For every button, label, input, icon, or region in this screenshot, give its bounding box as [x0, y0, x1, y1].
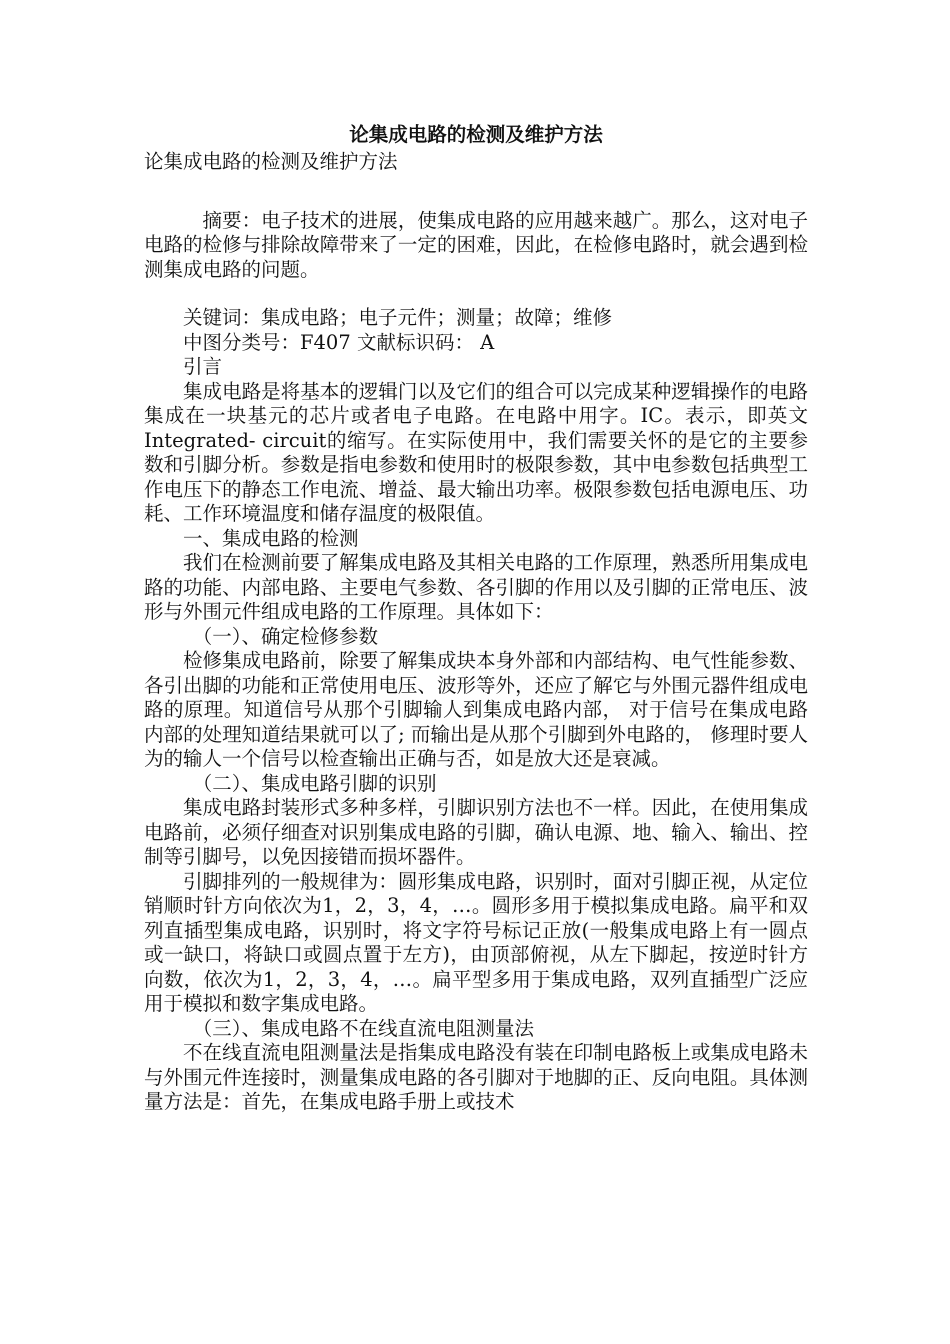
intro-heading: 引言: [183, 355, 223, 378]
subsection3-paragraph: 不在线直流电阻测量法是指集成电路没有装在印制电路板上或集成电路未与外围元件连接时，测量集成电路的各引脚对于地脚的正、反向电阻。具体测量方法是：首先，在集成电路手册上或技术: [144, 1041, 808, 1113]
intro-paragraph: 集成电路是将基本的逻辑门以及它们的组合可以完成某种逻辑操作的电路集成在一块基元的芯片或者电子电路。在电路中用字。IC。表示，即英文Integrated- circuit的缩写。在实际使用中，我们需要关怀的是它的主要参数和引脚分析。参数是指电参数和使用时的极限参数，其中电参数包括典型工作电压下的静态工作电流、增益、最大输出功率。极限参数包括电源电压、功耗、工作环境温度和储存温度的极限值。: [144, 379, 808, 525]
subsection1-paragraph: 检修集成电路前，除要了解集成块本身外部和内部结构、电气性能参数、各引出脚的功能和正常使用电压、波形等外，还应了解它与外围元器件组成电路的原理。知道信号从那个引脚输人到集成电路内部， 对于信号在集成电路内部的处理知道结果就可以了; 而输出是从那个引脚到外电路的， 修理时要人为的输人一个信号以检查输出正确与否，如是放大还是衰减。: [144, 649, 808, 770]
subsection3-heading: （三）、集成电路不在线直流电阻测量法: [192, 1016, 535, 1040]
subsection2-paragraph-2: 引脚排列的一般规律为：圆形集成电路，识别时，面对引脚正视，从定位销顺时针方向依次为1，2，3，4，…。圆形多用于模拟集成电路。扁平和双列直插型集成电路，识别时，将文字符号标记正放(一般集成电路上有一圆点或一缺口，将缺口或圆点置于左方)，由顶部俯视，从左下脚起，按逆时针方向数，依次为1，2，3，4，…。扁平型多用于集成电路，双列直插型广泛应用于模拟和数字集成电路。: [144, 869, 808, 1015]
document-title: 论集成电路的检测及维护方法: [349, 123, 603, 146]
section1-heading: 一、集成电路的检测: [183, 526, 359, 550]
subsection1-heading: （一）、确定检修参数: [192, 624, 379, 648]
keywords-line: 关键词：集成电路；电子元件；测量；故障；维修: [183, 306, 613, 329]
document-subtitle: 论集成电路的检测及维护方法: [144, 150, 398, 173]
subsection2-heading: （二）、集成电路引脚的识别: [192, 771, 437, 795]
document-body: [144, 120, 808, 1115]
abstract-paragraph: 摘要：电子技术的进展，使集成电路的应用越来越广。那么，这对电子电路的检修与排除故障带来了一定的困难，因此，在检修电路时，就会遇到检测集成电路的问题。: [144, 208, 808, 281]
subsection2-paragraph-1: 集成电路封装形式多种多样，引脚识别方法也不一样。因此，在使用集成电路前，必须仔细查对识别集成电路的引脚，确认电源、地、输入、输出、控制等引脚号，以免因接错而损坏器件。: [144, 796, 808, 868]
classification-line: 中图分类号：F407 文献标识码： A: [183, 330, 495, 354]
spacer: [144, 282, 808, 306]
spacer: [144, 175, 808, 209]
section1-paragraph: 我们在检测前要了解集成电路及其相关电路的工作原理，熟悉所用集成电路的功能、内部电路、主要电气参数、各引脚的作用以及引脚的正常电压、波形与外围元件组成电路的工作原理。具体如下：: [144, 551, 808, 623]
